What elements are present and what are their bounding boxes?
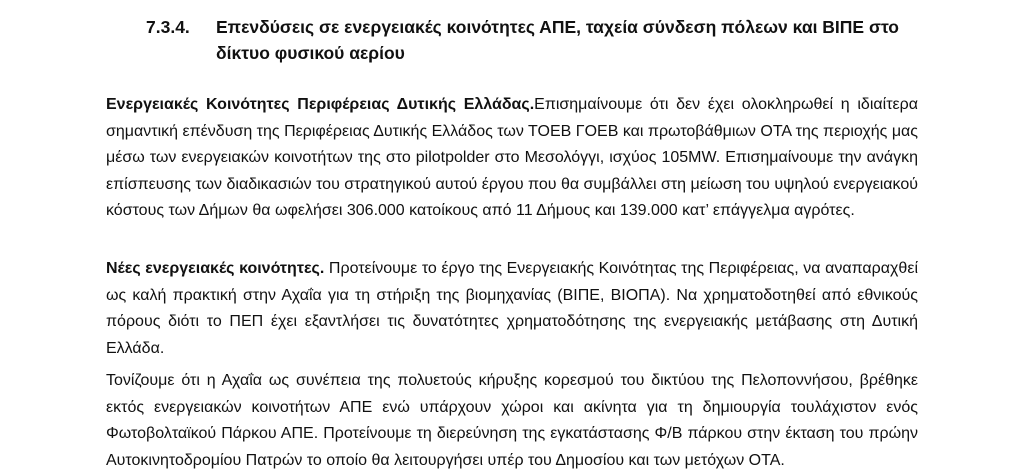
- paragraph-lead: Νέες ενεργειακές κοινότητες.: [106, 260, 325, 277]
- section-number: 7.3.4.: [146, 17, 190, 37]
- section-heading: [146, 14, 926, 66]
- paragraph-energy-communities-western-greece: [106, 92, 918, 225]
- paragraph-text: Επισημαίνουμε ότι δεν έχει ολοκληρωθεί η ιδιαίτερα σημαντική επένδυση της Περιφέρειας Δυτικής Ελλάδος των ΤΟΕΒ ΓΟΕΒ και πρωτοβάθμιων ΟΤΑ της περιοχής μας μέσω των ενεργειακών κοινοτήτων της στο pilotpolder στο Μεσολόγγι, ισχύος 105MW. Επισημαίνουμε την ανάγκη επίσπευσης των διαδικασιών του στρατηγικού αυτού έργου που θα συμβάλλει στη μείωση του υψηλού ενεργειακού κόστους των Δήμων θα ωφελήσει 306.000 κατοίκους από 11 Δήμους και 139.000 κατ’ επάγγελμα αγρότες.: [106, 96, 918, 219]
- paragraph-new-energy-communities: [106, 256, 918, 362]
- paragraph-text: Προτείνουμε το έργο της Ενεργειακής Κοινότητας της Περιφέρειας, να αναπαραχθεί ως καλή πρακτική στην Αχαΐα για τη στήριξη της βιομηχανίας (ΒΙΠΕ, ΒΙΟΠΑ). Να χρηματοδοτηθεί από εθνικούς πόρους διότι το ΠΕΠ έχει εξαντλήσει τις δυνατότητες χρηματοδότησης της ενεργειακής μετάβασης στη Δυτική Ελλάδα.: [106, 260, 919, 357]
- section-title: Επενδύσεις σε ενεργειακές κοινότητες ΑΠΕ, ταχεία σύνδεση πόλεων και ΒΙΠΕ στο δίκτυο φυσικού αερίου: [216, 17, 899, 63]
- paragraph-text: Τονίζουμε ότι η Αχαΐα ως συνέπεια της πολυετούς κήρυξης κορεσμού του δικτύου της Πελοποννήσου, βρέθηκε εκτός ενεργειακών κοινοτήτων ΑΠΕ ενώ υπάρχουν χώροι και ακίνητα για τη δημιουργία τουλάχιστον ενός Φωτοβολταϊκού Πάρκου ΑΠΕ. Προτείνουμε τη διερεύνηση της εγκατάστασης Φ/Β πάρκου στην έκταση του πρώην Αυτοκινητοδρομίου Πατρών το οποίο θα λειτουργήσει υπέρ του Δημοσίου και των μετόχων ΟΤΑ.: [106, 372, 918, 469]
- paragraph-achaia-solar-park: [106, 368, 918, 474]
- paragraph-lead: Ενεργειακές Κοινότητες Περιφέρειας Δυτικής Ελλάδας.: [106, 96, 535, 113]
